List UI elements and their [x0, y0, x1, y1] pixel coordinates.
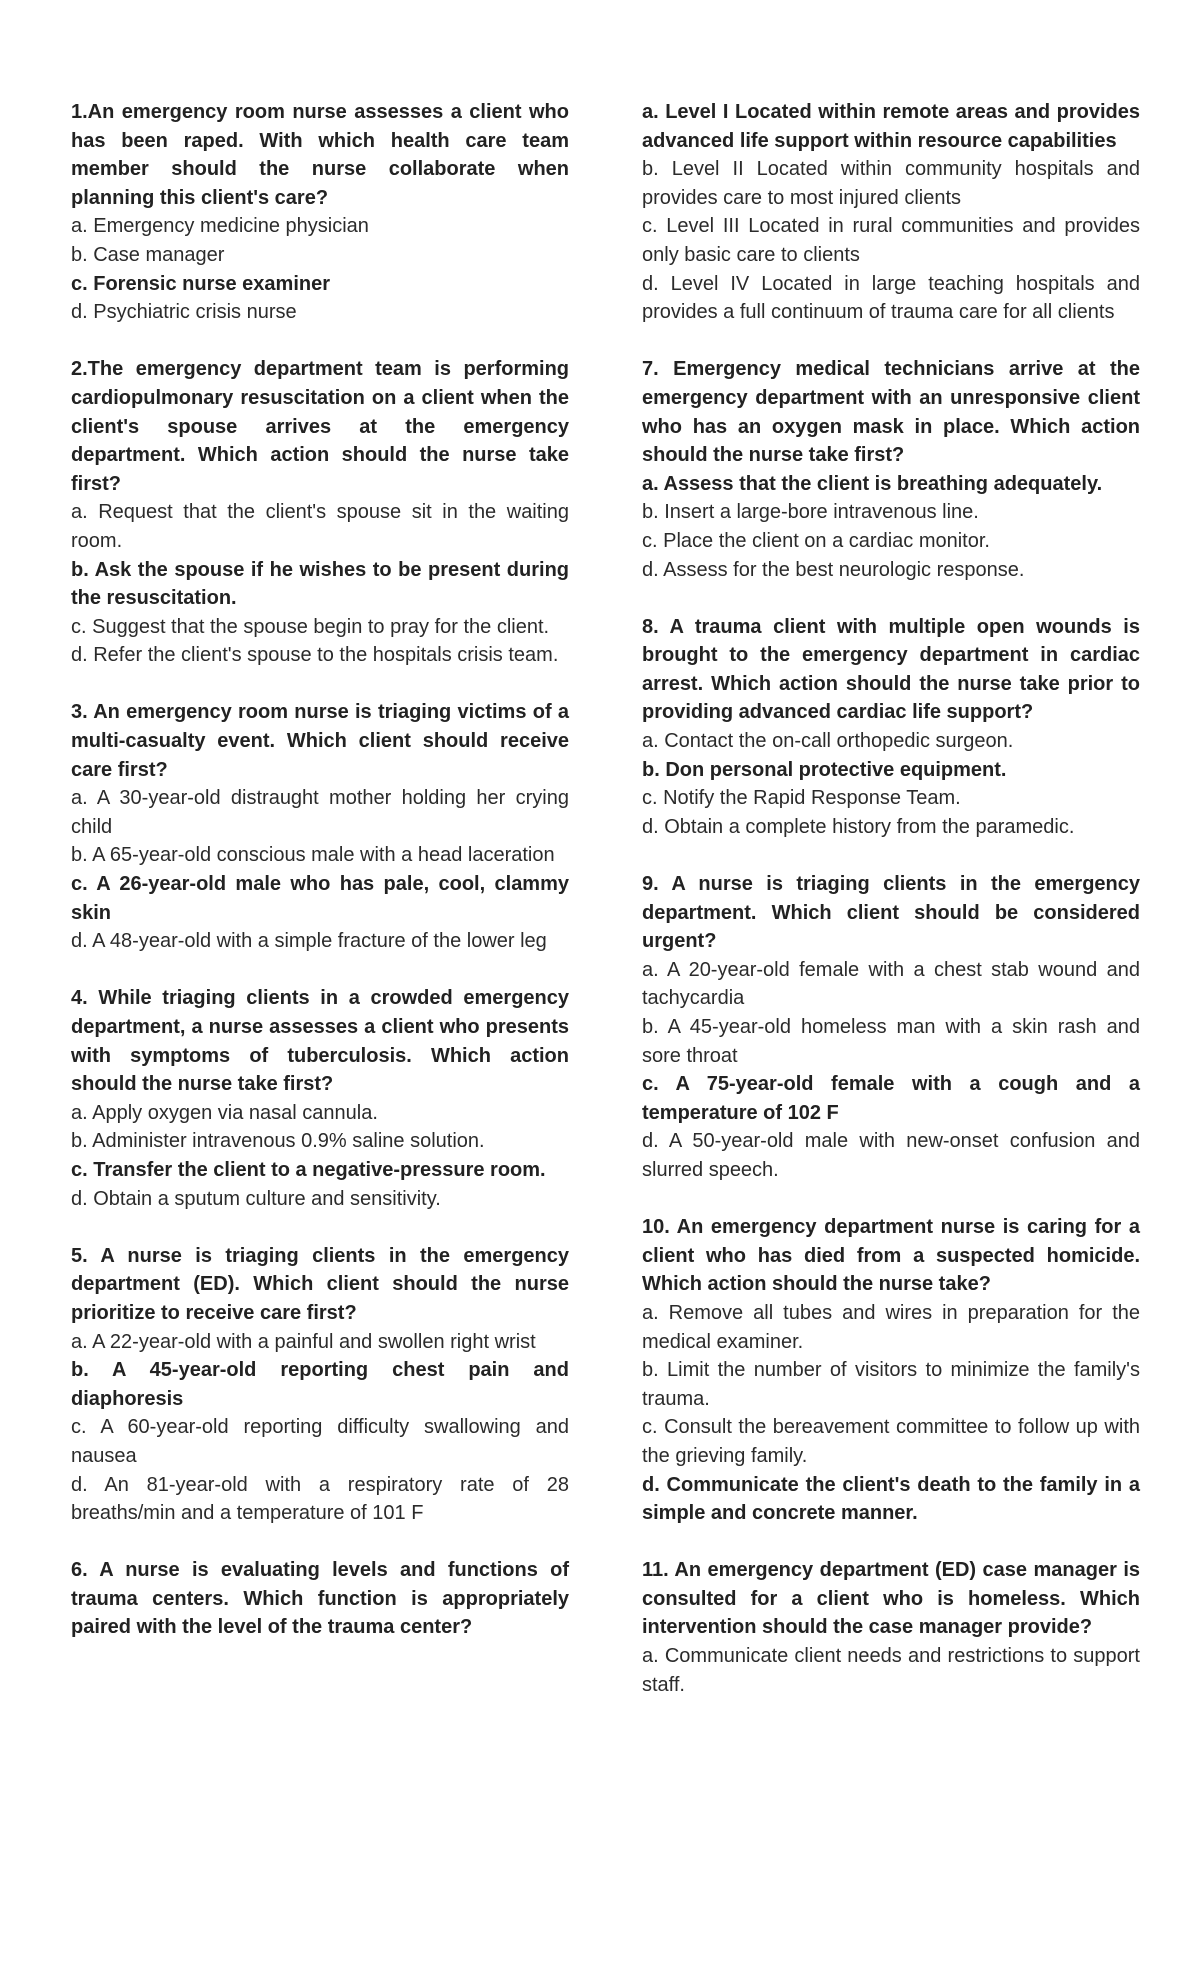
- answer-option-correct: b. Ask the spouse if he wishes to be present during the resuscitation.: [71, 558, 569, 610]
- answer-option: c. A 60-year-old reporting difficulty swallowing and nausea: [71, 1416, 569, 1467]
- answer-option: a. Apply oxygen via nasal cannula.: [71, 1101, 378, 1124]
- question-1: [71, 98, 569, 327]
- answer-option: a. Emergency medicine physician: [71, 215, 369, 238]
- question-3: [71, 698, 569, 955]
- question-7: [642, 355, 1140, 584]
- answer-option: c. Place the client on a cardiac monitor.: [642, 529, 990, 552]
- answer-option: d. Refer the client's spouse to the hospitals crisis team.: [71, 644, 559, 667]
- question-2: [71, 355, 569, 670]
- answer-option: a. Contact the on-call orthopedic surgeon.: [642, 730, 1014, 753]
- answer-option-correct: a. Level I Located within remote areas and provides advanced life support within resource capabilities: [642, 101, 1140, 152]
- answer-option-correct: a. Assess that the client is breathing adequately.: [642, 472, 1103, 495]
- answer-option: c. Notify the Rapid Response Team.: [642, 787, 961, 810]
- question-stem: 7. Emergency medical technicians arrive at the emergency department with an unresponsive client who has an oxygen mask in place. Which action should the nurse take first?: [642, 358, 1140, 467]
- question-stem: 10. An emergency department nurse is caring for a client who has died from a suspected homicide. Which action should the nurse take?: [642, 1216, 1140, 1296]
- answer-option: d. A 48-year-old with a simple fracture of the lower leg: [71, 930, 547, 953]
- answer-option: b. A 65-year-old conscious male with a head laceration: [71, 844, 555, 867]
- answer-option: c. Level III Located in rural communities and provides only basic care to clients: [642, 215, 1140, 266]
- question-10: [642, 1213, 1140, 1528]
- question-stem: 8. A trauma client with multiple open wounds is brought to the emergency department in cardiac arrest. Which action should the nurse take prior to providing advanced cardiac life support?: [642, 615, 1140, 724]
- answer-option: a. A 20-year-old female with a chest stab wound and tachycardia: [642, 958, 1140, 1010]
- answer-option-correct: c. Transfer the client to a negative-pressure room.: [71, 1158, 546, 1181]
- question-6: [71, 1556, 569, 1642]
- answer-option: d. Assess for the best neurologic response.: [642, 558, 1025, 581]
- answer-option-correct: b. A 45-year-old reporting chest pain and diaphoresis: [71, 1359, 569, 1410]
- question-stem: 4. While triaging clients in a crowded emergency department, a nurse assesses a client who presents with symptoms of tuberculosis. Which action should the nurse take first?: [71, 987, 569, 1096]
- answer-option-correct: b. Don personal protective equipment.: [642, 758, 1007, 781]
- answer-option: b. Administer intravenous 0.9% saline solution.: [71, 1130, 485, 1153]
- question-4: [71, 984, 569, 1213]
- answer-option: a. A 22-year-old with a painful and swollen right wrist: [71, 1330, 536, 1353]
- question-stem: 3. An emergency room nurse is triaging victims of a multi-casualty event. Which client should receive care first?: [71, 701, 569, 781]
- answer-option-correct: c. A 75-year-old female with a cough and a temperature of 102 F: [642, 1073, 1140, 1124]
- answer-option: a. A 30-year-old distraught mother holding her crying child: [71, 787, 569, 838]
- answer-option: a. Request that the client's spouse sit in the waiting room.: [71, 501, 569, 552]
- answer-option: d. Level IV Located in large teaching hospitals and provides a full continuum of trauma care for all clients: [642, 272, 1140, 324]
- answer-option: d. Obtain a sputum culture and sensitivity.: [71, 1187, 441, 1210]
- answer-option: c. Consult the bereavement committee to follow up with the grieving family.: [642, 1416, 1140, 1467]
- question-9: [642, 870, 1140, 1185]
- question-stem: 11. An emergency department (ED) case manager is consulted for a client who is homeless. Which intervention should the case manager provide?: [642, 1559, 1140, 1639]
- answer-option: b. A 45-year-old homeless man with a skin rash and sore throat: [642, 1016, 1140, 1067]
- answer-option-correct: d. Communicate the client's death to the family in a simple and concrete manner.: [642, 1473, 1140, 1525]
- answer-option-correct: c. Forensic nurse examiner: [71, 272, 331, 295]
- answer-option: d. Obtain a complete history from the paramedic.: [642, 815, 1075, 838]
- answer-option: c. Suggest that the spouse begin to pray for the client.: [71, 615, 550, 638]
- question-stem: 5. A nurse is triaging clients in the emergency department (ED). Which client should the nurse prioritize to receive care first?: [71, 1244, 569, 1324]
- answer-option: a. Communicate client needs and restrictions to support staff.: [642, 1645, 1140, 1696]
- question-stem: 6. A nurse is evaluating levels and functions of trauma centers. Which function is appropriately paired with the level of the trauma center?: [71, 1559, 569, 1639]
- question-stem: 9. A nurse is triaging clients in the emergency department. Which client should be considered urgent?: [642, 873, 1140, 953]
- answer-option: d. A 50-year-old male with new-onset confusion and slurred speech.: [642, 1130, 1140, 1181]
- question-8: [642, 613, 1140, 842]
- answer-option: d. An 81-year-old with a respiratory rate of 28 breaths/min and a temperature of 101 F: [71, 1473, 569, 1525]
- answer-option: a. Remove all tubes and wires in preparation for the medical examiner.: [642, 1301, 1140, 1353]
- left-column: [71, 98, 569, 1671]
- question-stem: 2.The emergency department team is performing cardiopulmonary resuscitation on a client when the client's spouse arrives at the emergency department. Which action should the nurse take first?: [71, 358, 569, 495]
- answer-option: b. Insert a large-bore intravenous line.: [642, 501, 979, 524]
- right-column: [642, 98, 1140, 1728]
- answer-option: b. Case manager: [71, 243, 225, 266]
- question-11: [642, 1556, 1140, 1699]
- question-6-options: [642, 98, 1140, 327]
- answer-option-correct: c. A 26-year-old male who has pale, cool, clammy skin: [71, 873, 569, 924]
- question-5: [71, 1242, 569, 1528]
- answer-option: d. Psychiatric crisis nurse: [71, 301, 297, 324]
- question-stem: 1.An emergency room nurse assesses a client who has been raped. With which health care team member should the nurse collaborate when planning this client's care?: [71, 101, 569, 209]
- answer-option: b. Limit the number of visitors to minimize the family's trauma.: [642, 1359, 1140, 1410]
- answer-option: b. Level II Located within community hospitals and provides care to most injured clients: [642, 158, 1140, 209]
